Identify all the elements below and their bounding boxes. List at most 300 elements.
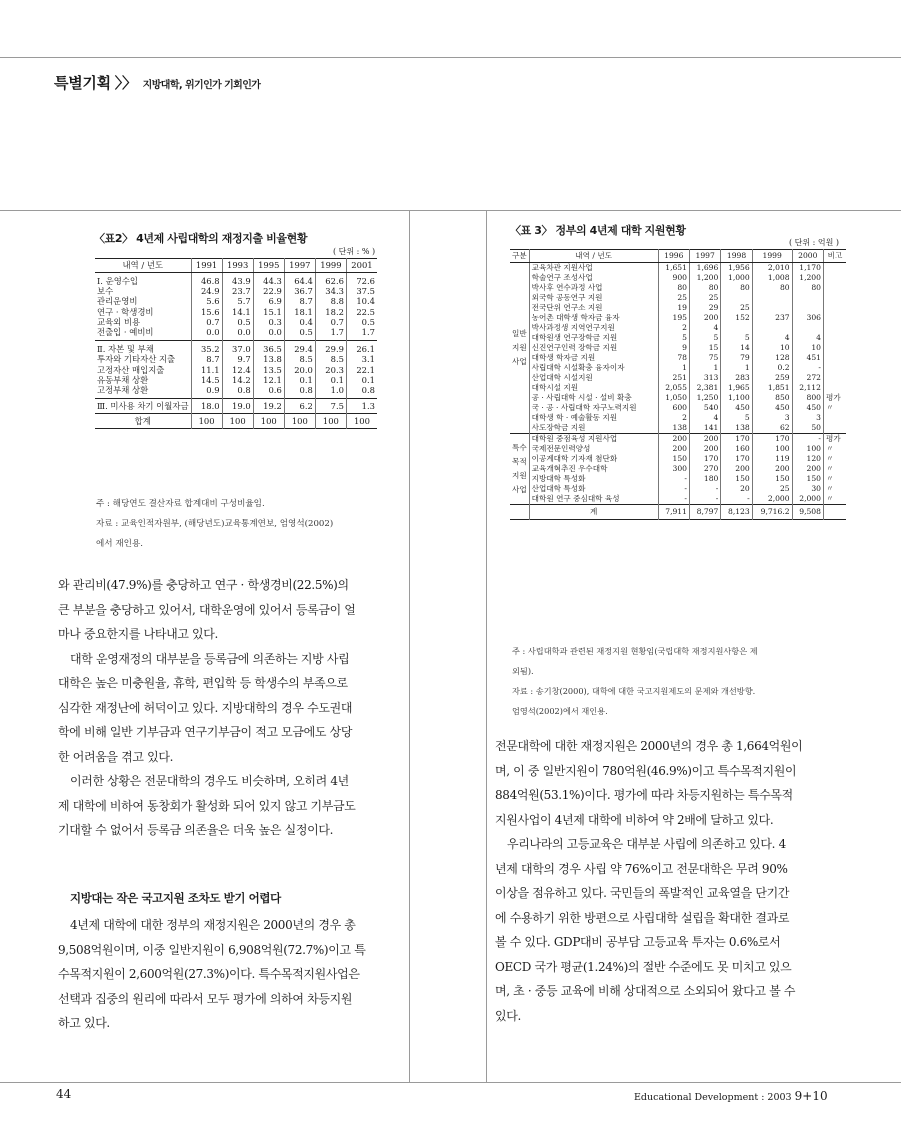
table3-cell: 75 <box>689 353 720 363</box>
text-line: 학에 비해 일반 기부금과 연구기부금이 적고 모금에도 상당 <box>58 725 353 739</box>
table3-cell: 25 <box>721 303 752 313</box>
section-header <box>54 72 260 93</box>
table2-note <box>96 496 333 553</box>
table3-cell: 450 <box>721 403 752 413</box>
table3-cell: 교육차관 지원사업 <box>529 263 658 274</box>
table3-cell <box>792 303 823 313</box>
table3-cell: 신진연구인력 장학금 지원 <box>529 343 658 353</box>
table3-cell <box>823 383 846 393</box>
table3-cell: 〃 <box>823 444 846 454</box>
table2-cell: 62.6 <box>315 273 346 287</box>
table2-unit: ( 단위 : % ) <box>333 247 376 256</box>
table3-cell: 1,000 <box>721 273 752 283</box>
text-line: 심각한 재정난에 허덕이고 있다. 지방대학의 경우 수도권대 <box>58 700 353 715</box>
table3-cell: 80 <box>752 283 792 293</box>
table3-cell: 산업대학 시설지원 <box>529 373 658 383</box>
table3-cell: 국제전문인력양성 <box>529 444 658 454</box>
table3-cell: - <box>792 363 823 373</box>
table3-cell: 2 <box>658 413 689 423</box>
table2-caption: 〈표2〉 4년제 사립대학의 재정지출 비율현황 <box>94 232 308 245</box>
table2-cell: 6.2 <box>284 399 315 414</box>
table2-cell: 29.4 <box>284 341 315 355</box>
table2-col-header: 1993 <box>222 259 253 273</box>
table2-cell: 22.5 <box>346 307 377 317</box>
table3-col-header: 1998 <box>721 250 752 263</box>
table2-cell: 37.5 <box>346 286 377 296</box>
table2-cell: 0.8 <box>346 385 377 399</box>
table2-cell: 1.7 <box>315 327 346 341</box>
table3-cell: 2 <box>658 323 689 333</box>
table3-cell: 200 <box>792 464 823 474</box>
table3-total-cell: 9,716.2 <box>752 505 792 520</box>
table3-cell: 5 <box>721 413 752 423</box>
table3-cell: 80 <box>658 283 689 293</box>
table3-cell: 5 <box>689 333 720 343</box>
table3-cell: 237 <box>752 313 792 323</box>
table3-cell: 대학원생 연구장학금 지원 <box>529 333 658 343</box>
table3-col-header: 비고 <box>823 250 846 263</box>
text-line: 마나 중요한지를 나타내고 있다. <box>58 627 219 641</box>
table3-cell: 4 <box>792 333 823 343</box>
table3-cell: 180 <box>689 474 720 484</box>
table2-cell: 43.9 <box>222 273 253 287</box>
table2-cell: 0.5 <box>346 317 377 327</box>
table3-cell: 170 <box>721 434 752 445</box>
text-line: 기대할 수 없어서 등록금 의존율은 더욱 높은 실정이다. <box>58 823 334 837</box>
table3-cell: 1 <box>689 363 720 373</box>
table3 <box>510 249 846 520</box>
table3-row <box>510 393 846 403</box>
table3-cell: 900 <box>658 273 689 283</box>
table3-cell: 대학원 연구 중심대학 육성 <box>529 494 658 505</box>
table3-cell <box>721 323 752 333</box>
table2-cell: 18.2 <box>315 307 346 317</box>
text-line: OECD 국가 평균(1.24%)의 절반 수준에도 못 미치고 있으 <box>495 959 792 974</box>
table3-cell: 19 <box>658 303 689 313</box>
text-line: 884억원(53.1%)이다. 평가에 따라 차등지원하는 특수목적 <box>495 788 793 802</box>
table2-cell: 연구 · 학생경비 <box>97 306 154 317</box>
table3-cell <box>823 413 846 423</box>
table3-row <box>510 464 846 474</box>
table2-cell: 24.9 <box>191 286 222 296</box>
table3-row <box>510 303 846 313</box>
table2-cell: 8.8 <box>315 296 346 306</box>
table3-cell: 전국단위 연구소 지원 <box>529 303 658 313</box>
table3-cell: 128 <box>752 353 792 363</box>
table3-col-header: 내역 / 년도 <box>529 250 658 263</box>
table3-cell: 4 <box>689 323 720 333</box>
table2-cell: 0.3 <box>253 317 284 327</box>
table3-row <box>510 293 846 303</box>
table3-cell: 14 <box>721 343 752 353</box>
table3-row <box>510 434 846 445</box>
table2-col-header: 1997 <box>284 259 315 273</box>
table3-total-cell <box>823 505 846 520</box>
section-label: 특별기획 <box>54 74 111 92</box>
table3-cell <box>752 303 792 313</box>
table3-cell <box>752 323 792 333</box>
table3-cell: 학술연구 조성사업 <box>529 273 658 283</box>
table3-cell: 150 <box>752 474 792 484</box>
table2-note-line: 자료 : 교육인적자원부, (해당년도)교육통계연보, 엄영석(2002) <box>96 519 334 529</box>
table3-group-label: 특수목적지원사업 <box>510 434 529 505</box>
column-divider-left <box>409 210 410 1082</box>
table2-cell: 0.5 <box>222 317 253 327</box>
table2-cell: 13.5 <box>253 365 284 375</box>
text-line: 4년제 대학에 대한 정부의 재정지원은 2000년의 경우 총 <box>70 918 356 932</box>
table3-col-header: 구분 <box>510 250 529 263</box>
table3-cell: 200 <box>658 444 689 454</box>
table3-cell: 외국학 공동연구 지원 <box>529 293 658 303</box>
table3-cell: 박사후 연수과정 사업 <box>529 283 658 293</box>
table2-cell: 7.5 <box>315 399 346 414</box>
table3-cell: 200 <box>689 313 720 323</box>
text-line: 대학 운영재정의 대부분을 등록금에 의존하는 지방 사립 <box>70 651 350 666</box>
text-line: 와 관리비(47.9%)를 충당하고 연구 · 학생경비(22.5%)의 <box>58 578 349 592</box>
table2-cell: 0.0 <box>253 327 284 341</box>
table3-cell <box>823 363 846 373</box>
text-line: 며, 초 · 중등 교육에 비해 상대적으로 소외되어 왔다고 볼 수 <box>495 984 796 998</box>
table2-cell: 8.7 <box>284 296 315 306</box>
table3-cell: 600 <box>658 403 689 413</box>
table3-cell <box>823 293 846 303</box>
table3-cell: 1,851 <box>752 383 792 393</box>
table2-cell: 0.0 <box>191 327 222 341</box>
table3-cell: 〃 <box>823 484 846 494</box>
table3-caption: 〈표 3〉 정부의 4년제 대학 지원현황 <box>510 224 686 237</box>
table3-row <box>510 353 846 363</box>
table3-header-row <box>510 250 846 263</box>
table2-cell: 23.7 <box>222 286 253 296</box>
table2-cell: 전출입 · 예비비 <box>97 327 154 338</box>
table3-cell: - <box>721 494 752 505</box>
table3-cell <box>823 283 846 293</box>
table3-cell: 141 <box>689 423 720 434</box>
table3-cell: 1,200 <box>689 273 720 283</box>
table3-cell: 270 <box>689 464 720 474</box>
table2-cell: 44.3 <box>253 273 284 287</box>
table3-cell: 450 <box>752 403 792 413</box>
table3-cell: 1,651 <box>658 263 689 274</box>
table3-row <box>510 333 846 343</box>
section-title: 지방대학, 위기인가 기회인가 <box>142 80 261 91</box>
table2-cell: 0.8 <box>284 385 315 399</box>
table3-cell: 195 <box>658 313 689 323</box>
table2-cell: 유동부채 상환 <box>97 374 149 385</box>
table3-cell: 2,381 <box>689 383 720 393</box>
table2-cell: 12.1 <box>253 375 284 385</box>
table3-cell: 50 <box>792 423 823 434</box>
table2-cell: 투자와 기타자산 지출 <box>97 354 176 365</box>
table3-col-header: 1997 <box>689 250 720 263</box>
table2-col-header: 1999 <box>315 259 346 273</box>
table3-note-line: 외됨). <box>512 666 534 676</box>
table2-cell: 0.5 <box>284 327 315 341</box>
text-line: 며, 이 중 일반지원이 780억원(46.9%)이고 특수목적지원이 <box>495 763 797 778</box>
text-line: 9,508억원이며, 이중 일반지원이 6,908억원(72.7%)이고 특 <box>58 942 366 957</box>
table2-row <box>95 354 377 364</box>
table3-row <box>510 484 846 494</box>
table3-cell: 100 <box>752 444 792 454</box>
table3-cell: 1,956 <box>721 263 752 274</box>
table2-cell: 0.1 <box>315 375 346 385</box>
table3-total-cell: 계 <box>529 505 658 520</box>
table2-col-header: 1995 <box>253 259 284 273</box>
table3-cell: 이공계대학 기자재 첨단화 <box>529 454 658 464</box>
table3-cell: 259 <box>752 373 792 383</box>
table2-total-cell: 100 <box>222 414 253 429</box>
table3-cell: 3 <box>752 413 792 423</box>
table2-cell: 37.0 <box>222 341 253 355</box>
table3-cell: 152 <box>721 313 752 323</box>
table3-cell: 평가 <box>823 434 846 445</box>
text-line: 한 어려움을 겪고 있다. <box>58 749 174 764</box>
table2-cell: 보수 <box>97 286 114 297</box>
table3-cell: 1,008 <box>752 273 792 283</box>
table2-cell: 19.2 <box>253 399 284 414</box>
table3-cell: 170 <box>689 454 720 464</box>
table3-cell: 2,000 <box>792 494 823 505</box>
table3-cell: 120 <box>792 454 823 464</box>
table2-cell: 5.7 <box>222 296 253 306</box>
table3-total-row <box>510 505 846 520</box>
table3-cell: 150 <box>658 454 689 464</box>
table2-cell: 관리운영비 <box>97 296 138 307</box>
table3-row <box>510 454 846 464</box>
table3-cell: 200 <box>721 464 752 474</box>
table2-cell: 20.0 <box>284 365 315 375</box>
table3-cell: 2,010 <box>752 263 792 274</box>
table2-row <box>95 385 377 399</box>
table3-cell: 대학생 학 · 예술활동 지원 <box>529 413 658 423</box>
table3-cell: 9 <box>658 343 689 353</box>
table3-cell: 사립대학 시설확충 융자이자 <box>529 363 658 373</box>
text-line: 에 수용하기 위한 방편으로 사립대학 설립을 확대한 결과로 <box>495 910 790 925</box>
table3-row <box>510 263 846 274</box>
table3-cell: 119 <box>752 454 792 464</box>
table2-cell: 0.6 <box>253 385 284 399</box>
table3-row <box>510 383 846 393</box>
table3-cell: 80 <box>689 283 720 293</box>
table2-note-line: 에서 재인용. <box>96 539 143 549</box>
table2-cell: 18.1 <box>284 307 315 317</box>
table3-cell: - <box>658 484 689 494</box>
table2-cell: 0.0 <box>222 327 253 341</box>
table2-cell: 고정부채 상환 <box>97 385 149 396</box>
table3-cell: 2,055 <box>658 383 689 393</box>
text-line: 지원사업이 4년제 대학에 비하여 약 2배에 달하고 있다. <box>495 812 774 827</box>
table3-cell: 1,965 <box>721 383 752 393</box>
table2-cell: 14.2 <box>222 375 253 385</box>
table2-cell: 14.1 <box>222 307 253 317</box>
table3-cell: 283 <box>721 373 752 383</box>
table3-cell: 10 <box>752 343 792 353</box>
text-line: 전문대학에 대한 재정지원은 2000년의 경우 총 1,664억원이 <box>495 739 803 753</box>
table3-row <box>510 273 846 283</box>
table2-cell: 0.7 <box>191 317 222 327</box>
table2-row <box>95 375 377 385</box>
table3-cell <box>823 263 846 274</box>
text-line: 볼 수 있다. GDP대비 공부담 고등교육 투자는 0.6%로서 <box>495 935 781 949</box>
table2-cell: Ⅱ. 자본 및 부채 <box>95 341 191 355</box>
table3-cell: 450 <box>792 403 823 413</box>
table2-cell: 20.3 <box>315 365 346 375</box>
table3-cell: - <box>689 494 720 505</box>
column-divider-right <box>486 210 487 1082</box>
table3-total-cell: 9,508 <box>792 505 823 520</box>
table3-cell: 대학원 중점육성 지원사업 <box>529 434 658 445</box>
table3-cell: 박사과정생 지역연구지원 <box>529 323 658 333</box>
table3-row <box>510 313 846 323</box>
table3-cell: 25 <box>689 293 720 303</box>
table3-cell <box>823 373 846 383</box>
table3-cell: 251 <box>658 373 689 383</box>
table3-cell: 국 · 공 · 사립대학 자구노력지원 <box>529 403 658 413</box>
table2-cell: 34.3 <box>315 286 346 296</box>
table2-total-cell: 100 <box>315 414 346 429</box>
table3-unit: ( 단위 : 억원 ) <box>789 238 840 247</box>
table2-cell: 1.3 <box>346 399 377 414</box>
table2-row <box>95 273 377 287</box>
table3-row <box>510 343 846 353</box>
table3-cell <box>823 323 846 333</box>
table3-group-label: 일반지원사업 <box>510 263 529 434</box>
table3-total-cell: 7,911 <box>658 505 689 520</box>
table2-row <box>95 317 377 327</box>
table3-cell: 20 <box>721 484 752 494</box>
table3-cell: 170 <box>752 434 792 445</box>
table2-cell: 0.1 <box>284 375 315 385</box>
text-line: 년제 대학의 경우 사립 약 76%이고 전문대학은 무려 90% <box>495 861 788 876</box>
table3-cell: 1 <box>721 363 752 373</box>
table2 <box>95 258 377 429</box>
table3-cell: 1,696 <box>689 263 720 274</box>
table3-cell <box>721 293 752 303</box>
table2-row <box>95 296 377 306</box>
table2-cell: 36.7 <box>284 286 315 296</box>
text-line: 이상을 점유하고 있다. 국민들의 폭발적인 교육열을 단기간 <box>495 886 790 900</box>
table3-cell: 306 <box>792 313 823 323</box>
table3-cell: 272 <box>792 373 823 383</box>
chevron-right-icon: 〉〉 <box>114 74 137 92</box>
table2-cell: 35.2 <box>191 341 222 355</box>
table3-cell: 지방대학 특성화 <box>529 474 658 484</box>
table3-cell: 사도장학금 지원 <box>529 423 658 434</box>
table2-note-line: 주 : 해당연도 결산자료 합계대비 구성비율임. <box>96 499 265 509</box>
table3-cell: 80 <box>792 283 823 293</box>
left-column-text <box>58 573 402 843</box>
table3-cell: 대학생 학자금 지원 <box>529 353 658 363</box>
table3-cell: 78 <box>658 353 689 363</box>
table3-cell: 138 <box>658 423 689 434</box>
table2-row <box>95 327 377 341</box>
table3-cell: 1,170 <box>792 263 823 274</box>
table2-cell: 0.4 <box>284 317 315 327</box>
table3-row <box>510 363 846 373</box>
table3-col-header: 1996 <box>658 250 689 263</box>
table3-cell: 1,250 <box>689 393 720 403</box>
table2-cell: 15.1 <box>253 307 284 317</box>
table3-cell: 800 <box>792 393 823 403</box>
table3-cell <box>823 313 846 323</box>
section-heading: 지방대는 작은 국고지원 조차도 받기 어렵다 <box>70 891 281 905</box>
table2-col-header: 내역 / 년도 <box>95 259 191 273</box>
table3-cell <box>823 423 846 434</box>
table2-cell: 14.5 <box>191 375 222 385</box>
table2-cell: 22.1 <box>346 365 377 375</box>
page-number: 44 <box>56 1087 72 1101</box>
table2-total-cell: 100 <box>191 414 222 429</box>
table2-cell: 29.9 <box>315 341 346 355</box>
table2-row <box>95 341 377 355</box>
table3-cell: 4 <box>752 333 792 343</box>
table2-cell: 6.9 <box>253 296 284 306</box>
table2-cell: 고정자산 매입지출 <box>97 364 165 375</box>
table3-cell <box>792 293 823 303</box>
text-line: 이러한 상황은 전문대학의 경우도 비슷하며, 오히려 4년 <box>70 774 349 788</box>
table2-total-cell: 100 <box>346 414 377 429</box>
table3-col-header: 2000 <box>792 250 823 263</box>
table2-cell: 22.9 <box>253 286 284 296</box>
table3-cell: - <box>792 434 823 445</box>
table3-cell: 160 <box>721 444 752 454</box>
table3-cell: 25 <box>752 484 792 494</box>
text-line: 있다. <box>495 1008 521 1023</box>
table3-cell: 〃 <box>823 494 846 505</box>
table3-cell <box>823 353 846 363</box>
table3-cell: 30 <box>792 484 823 494</box>
table3-cell: - <box>658 474 689 484</box>
table3-note-line: 엄영석(2002)에서 재인용. <box>512 706 608 716</box>
table3-cell: 1,050 <box>658 393 689 403</box>
table3-body <box>510 263 846 520</box>
table3-row <box>510 413 846 423</box>
table2-total-cell: 100 <box>253 414 284 429</box>
table2-total-row <box>95 414 377 429</box>
journal-issue: 9+10 <box>794 1089 828 1103</box>
table3-cell: 0.2 <box>752 363 792 373</box>
table3-cell: 평가 <box>823 393 846 403</box>
table3-cell: 138 <box>721 423 752 434</box>
table3-cell <box>510 505 529 520</box>
table2-cell: 8.7 <box>191 354 222 364</box>
left-column-text-2 <box>58 913 402 1036</box>
table2-cell: 0.7 <box>315 317 346 327</box>
table3-cell: 대학시설 지원 <box>529 383 658 393</box>
table3-cell: 2,112 <box>792 383 823 393</box>
text-line: 하고 있다. <box>58 1016 110 1030</box>
table3-cell: 10 <box>792 343 823 353</box>
table3-cell: 1 <box>658 363 689 373</box>
right-column-text <box>495 734 835 1028</box>
table2-total-cell: 합계 <box>95 414 191 429</box>
table2-cell: 8.5 <box>315 354 346 364</box>
table3-cell: 200 <box>658 434 689 445</box>
table2-cell: 1.0 <box>315 385 346 399</box>
table3-cell: 62 <box>752 423 792 434</box>
table3-cell: 25 <box>658 293 689 303</box>
table2-cell: 교육외 비용 <box>97 316 141 327</box>
table2-row <box>95 365 377 375</box>
text-line: 선택과 집중의 원리에 따라서 모두 평가에 의하여 차등지원 <box>58 991 353 1006</box>
table3-cell: 200 <box>689 444 720 454</box>
table3-cell: 150 <box>721 474 752 484</box>
text-line: 큰 부분을 충당하고 있어서, 대학운영에 있어서 등록금이 얼 <box>58 602 356 617</box>
table3-cell: 200 <box>689 434 720 445</box>
table3-cell <box>823 333 846 343</box>
journal-footer <box>634 1089 828 1103</box>
table2-cell: 26.1 <box>346 341 377 355</box>
